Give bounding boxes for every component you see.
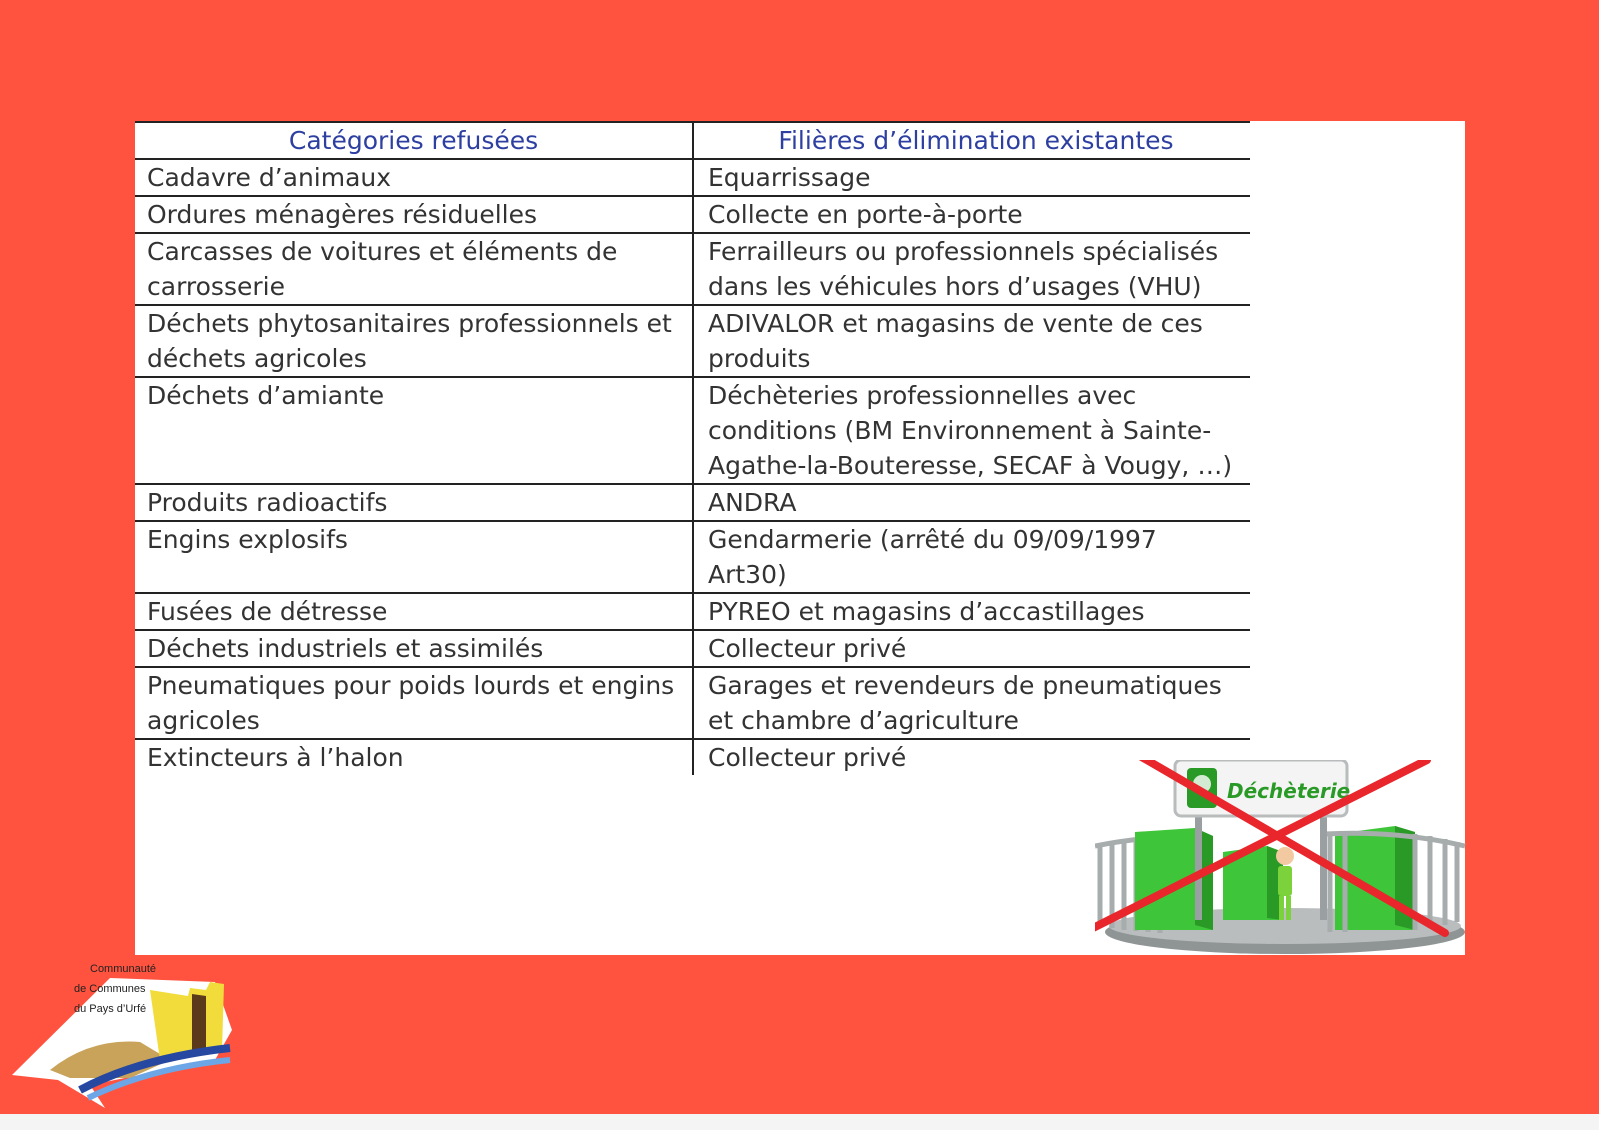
table-row bbox=[135, 484, 1250, 521]
table-row bbox=[135, 593, 1250, 630]
logo-tower-shape bbox=[192, 994, 206, 1056]
sign-post-left bbox=[1195, 810, 1202, 920]
category-cell: Déchets d’amiante bbox=[135, 377, 693, 484]
table-row bbox=[135, 305, 1250, 377]
disposal-cell: Gendarmerie (arrêté du 09/09/1997 Art30) bbox=[693, 521, 1250, 593]
table-row bbox=[135, 521, 1250, 593]
table-row bbox=[135, 233, 1250, 305]
dechetterie-crossed-illustration bbox=[1095, 760, 1470, 960]
category-cell: Cadavre d’animaux bbox=[135, 159, 693, 196]
table-row bbox=[135, 196, 1250, 233]
disposal-cell: ADIVALOR et magasins de vente de ces produits bbox=[693, 305, 1250, 377]
disposal-cell: PYREO et magasins d’accastillages bbox=[693, 593, 1250, 630]
table-row bbox=[135, 630, 1250, 667]
category-cell: Pneumatiques pour poids lourds et engins agricoles bbox=[135, 667, 693, 739]
category-cell: Extincteurs à l’halon bbox=[147, 743, 404, 772]
header-disposal: Filières d’élimination existantes bbox=[693, 122, 1250, 159]
disposal-cell: Ferrailleurs ou professionnels spécialisés dans les véhicules hors d’usages (VHU) bbox=[693, 233, 1250, 305]
category-cell: Produits radioactifs bbox=[135, 484, 693, 521]
category-cell: Carcasses de voitures et éléments de carrosserie bbox=[135, 233, 693, 305]
logo-text-line1: Communauté bbox=[90, 963, 157, 975]
disposal-cell: Garages et revendeurs de pneumatiques et chambre d’agriculture bbox=[693, 667, 1250, 739]
table-row bbox=[135, 377, 1250, 484]
table-row bbox=[135, 667, 1250, 739]
disposal-cell: Equarrissage bbox=[693, 159, 1250, 196]
header-categories: Catégories refusées bbox=[135, 122, 693, 159]
community-logo bbox=[10, 950, 232, 1110]
category-cell: Déchets industriels et assimilés bbox=[135, 630, 693, 667]
disposal-cell: ANDRA bbox=[693, 484, 1250, 521]
refused-categories-table bbox=[135, 121, 1250, 775]
category-cell: Déchets phytosanitaires professionnels et déchets agricoles bbox=[135, 305, 693, 377]
table-row bbox=[135, 159, 1250, 196]
bottom-band bbox=[0, 1114, 1599, 1130]
category-cell: Engins explosifs bbox=[135, 521, 693, 593]
category-cell: Fusées de détresse bbox=[135, 593, 693, 630]
disposal-cell: Collecteur privé bbox=[693, 739, 1250, 775]
logo-text-line3: du Pays d’Urfé bbox=[74, 1003, 147, 1015]
disposal-cell: Collecte en porte-à-porte bbox=[693, 196, 1250, 233]
table-header-row bbox=[135, 122, 1250, 159]
category-cell: Ordures ménagères résiduelles bbox=[135, 196, 693, 233]
disposal-cell: Déchèteries professionnelles avec conditions (BM Environnement à Sainte-Agathe-la-Bouteresse, SECAF à Vougy, …) bbox=[693, 377, 1250, 484]
logo-text-line2: de Communes bbox=[74, 983, 146, 995]
disposal-cell: Collecteur privé bbox=[693, 630, 1250, 667]
sign-text: Déchèterie bbox=[1227, 779, 1351, 803]
table-row bbox=[135, 739, 1250, 775]
